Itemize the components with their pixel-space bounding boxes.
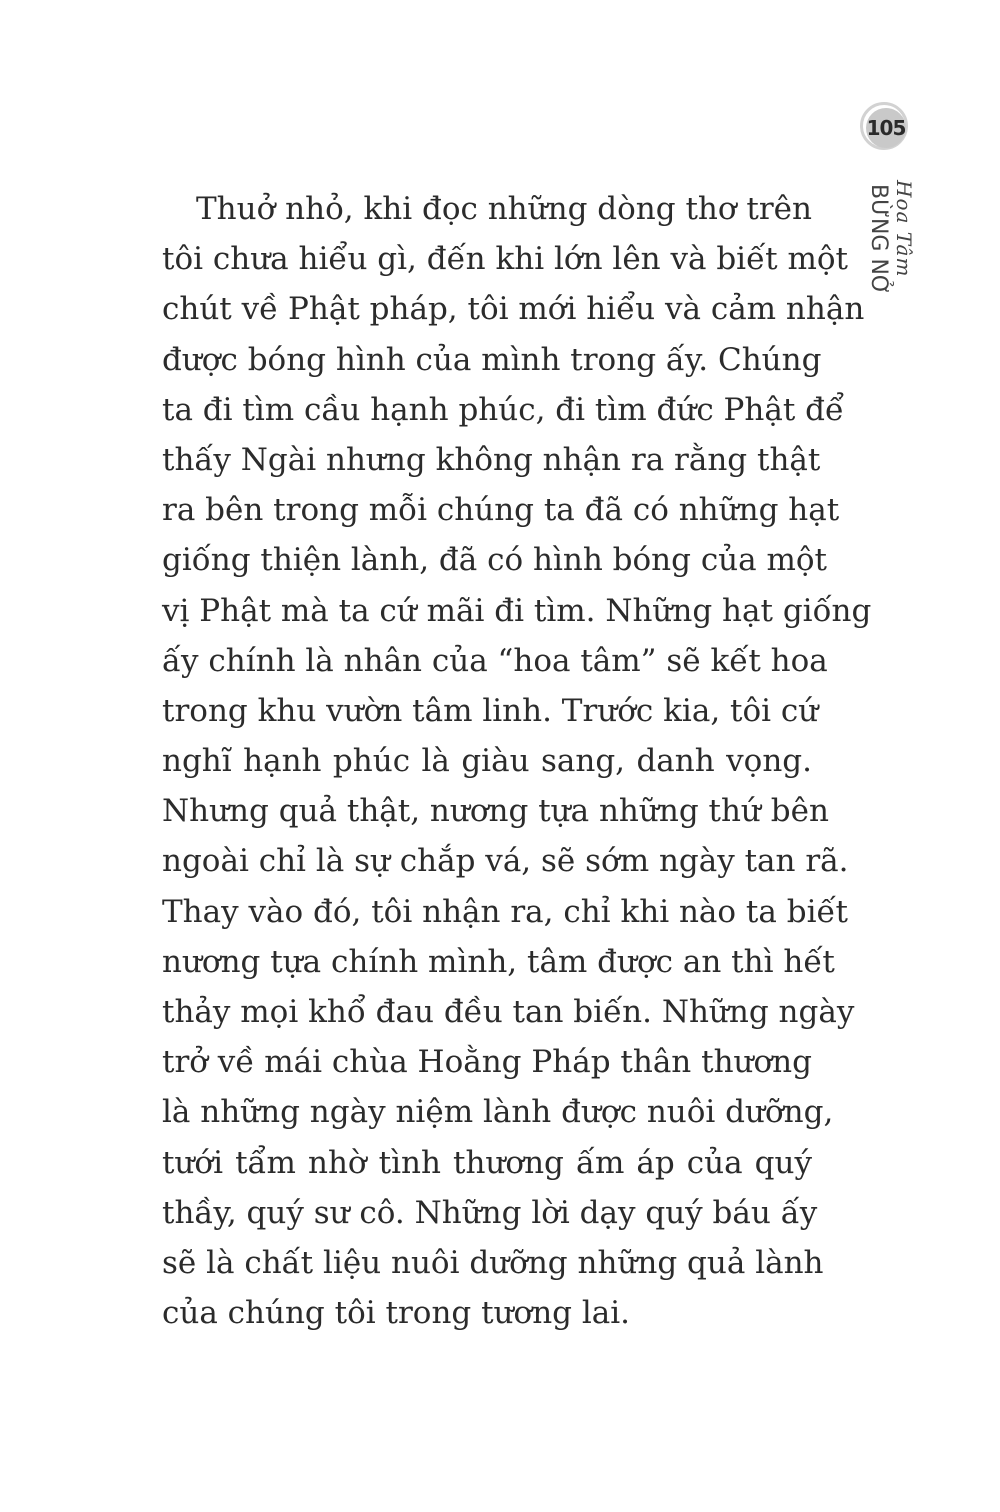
- paragraph-line: thấy Ngài nhưng không nhận ra rằng thật: [162, 441, 821, 478]
- running-title: [862, 180, 922, 300]
- paragraph-line: Nhưng quả thật, nương tựa những thứ bên: [162, 793, 829, 830]
- paragraph-line: được bóng hình của mình trong ấy. Chúng: [162, 341, 822, 378]
- paragraph-line: trong khu vườn tâm linh. Trước kia, tôi cứ: [162, 692, 819, 729]
- paragraph-line: ra bên trong mỗi chúng ta đã có những hạt: [162, 492, 840, 529]
- paragraph-line: tôi chưa hiểu gì, đến khi lớn lên và biết một: [162, 241, 848, 278]
- paragraph-line: giống thiện lành, đã có hình bóng của một: [162, 542, 828, 579]
- paragraph-line: Thay vào đó, tôi nhận ra, chỉ khi nào ta biết: [162, 893, 849, 930]
- paragraph-line: ấy chính là nhân của “hoa tâm” sẽ kết hoa: [162, 642, 828, 679]
- paragraph-line: là những ngày niệm lành được nuôi dưỡng,: [162, 1094, 834, 1131]
- paragraph-line: chút về Phật pháp, tôi mới hiểu và cảm nhận: [162, 291, 865, 328]
- running-title-script: Hoa Tâm: [892, 180, 916, 278]
- page-number: 105: [866, 116, 906, 140]
- paragraph-line: tưới tẩm nhờ tình thương ấm áp của quý: [162, 1144, 812, 1181]
- paragraph-line-last: của chúng tôi trong tương lai.: [162, 1295, 631, 1332]
- paragraph-line: ta đi tìm cầu hạnh phúc, đi tìm đức Phật để: [162, 391, 845, 428]
- paragraph-line: vị Phật mà ta cứ mãi đi tìm. Những hạt giống: [162, 592, 872, 629]
- running-title-caps: BỪNG NỞ: [866, 184, 891, 296]
- paragraph-line: nương tựa chính mình, tâm được an thì hết: [162, 943, 835, 980]
- paragraph-line: Thuở nhỏ, khi đọc những dòng thơ trên: [196, 191, 812, 227]
- paragraph-line: thảy mọi khổ đau đều tan biến. Những ngày: [162, 994, 855, 1030]
- paragraph-line: thầy, quý sư cô. Những lời dạy quý báu ấy: [162, 1194, 818, 1231]
- paragraph-line: sẽ là chất liệu nuôi dưỡng những quả lành: [162, 1244, 824, 1281]
- page-number-badge: [860, 102, 912, 154]
- paragraph-line: nghĩ hạnh phúc là giàu sang, danh vọng.: [162, 743, 812, 780]
- paragraph-line: ngoài chỉ là sự chắp vá, sẽ sớm ngày tan rã.: [162, 843, 849, 880]
- body-paragraph: [162, 184, 872, 1338]
- paragraph-line: trở về mái chùa Hoằng Pháp thân thương: [162, 1044, 812, 1081]
